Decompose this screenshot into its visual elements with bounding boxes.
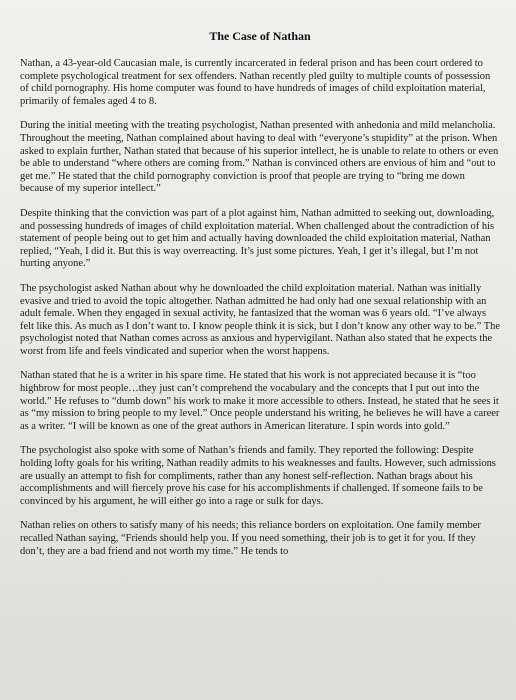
paragraph-writing: Nathan stated that he is a writer in his spare time. He stated that his work is not appreciated because it is “too highbrow for most people…they just can’t comprehend the vocabulary and the concepts that I put out into the world.” He refuses to “dumb down” his work to make it more accessible to others. Instead, he stated that he sees it as “my mission to bring people to my level.” Once people understand his writing, he believes he will have a career as a writer. “I will be known as one of the great authors in American literature. I spin words into gold.” [20, 370, 500, 432]
paragraph-reliance: Nathan relies on others to satisfy many of his needs; this reliance borders on exploitation. One family member recalled Nathan saying, “Friends should help you. If you need something, their job is to get it for you. If they don’t, they are a bad friend and not worth my time.” He tends to [20, 520, 481, 557]
document-title: The Case of Nathan [209, 29, 311, 43]
paragraph-intro: Nathan, a 43-year-old Caucasian male, is currently incarcerated in federal prison and has been court ordered to complete psychological treatment for sex offenders. Nathan recently pled guilty to multiple counts of possession of child pornography. His home computer was found to have hundreds of images of child exploitation material, primarily of females aged 4 to 8. [20, 58, 491, 107]
paragraph-friends-family: The psychologist also spoke with some of Nathan’s friends and family. They reported the following: Despite holding lofty goals for his writing, Nathan readily admits to his weaknesses and faults. However, such admissions are usually an attempt to fish for compliments, rather than any honest self-reflection. Nathan brags about his accomplishments and will fiercely prove his case for his accomplishments if challenged. If someone fails to be convinced by his argument, he will either go into a rage or sulk for days. [20, 445, 496, 507]
paragraph-admission: Despite thinking that the conviction was part of a plot against him, Nathan admitted to seeking out, downloading, and possessing hundreds of images of child exploitation material. When challenged about the contradiction of his statement of people being out to get him and actually having downloaded the child exploitation material, Nathan replied, “Yeah, I did it. But this is way overreacting. It’s just some pictures. Yeah, I get it’s illegal, but I’m not hurting anyone.” [20, 207, 495, 270]
document-body [20, 29, 500, 570]
paragraph-motivation: The psychologist asked Nathan about why he downloaded the child exploitation material. Nathan was initially evasive and tried to avoid the topic altogether. Nathan admitted he had only had one sexual relationship with an adult female. When they engaged in sexual activity, he fantasized that the woman was 6 years old. “I’ve always felt like this. As much as I don’t want to. I know people think it is sick, but I don’t know any other way to be.” The psychologist noted that Nathan comes across as anxious and hypervigilant. Nathan also stated that he expects the worst from life and feels vindicated and superior when the worst happens. [20, 282, 500, 357]
paragraph-initial-meeting: During the initial meeting with the treating psychologist, Nathan presented with anhedonia and mild melancholia. Throughout the meeting, Nathan complained about having to deal with “everyone’s stupidity” at the prison. When asked to explain further, Nathan stated that because of his superior intellect, he is unable to relate to others or even be able to understand “where others are coming from.” Nathan is convinced others are envious of him and “out to get me.” He stated that the child pornography conviction is proof that people are trying to “bring me down because of my superior intellect.” [20, 120, 499, 195]
